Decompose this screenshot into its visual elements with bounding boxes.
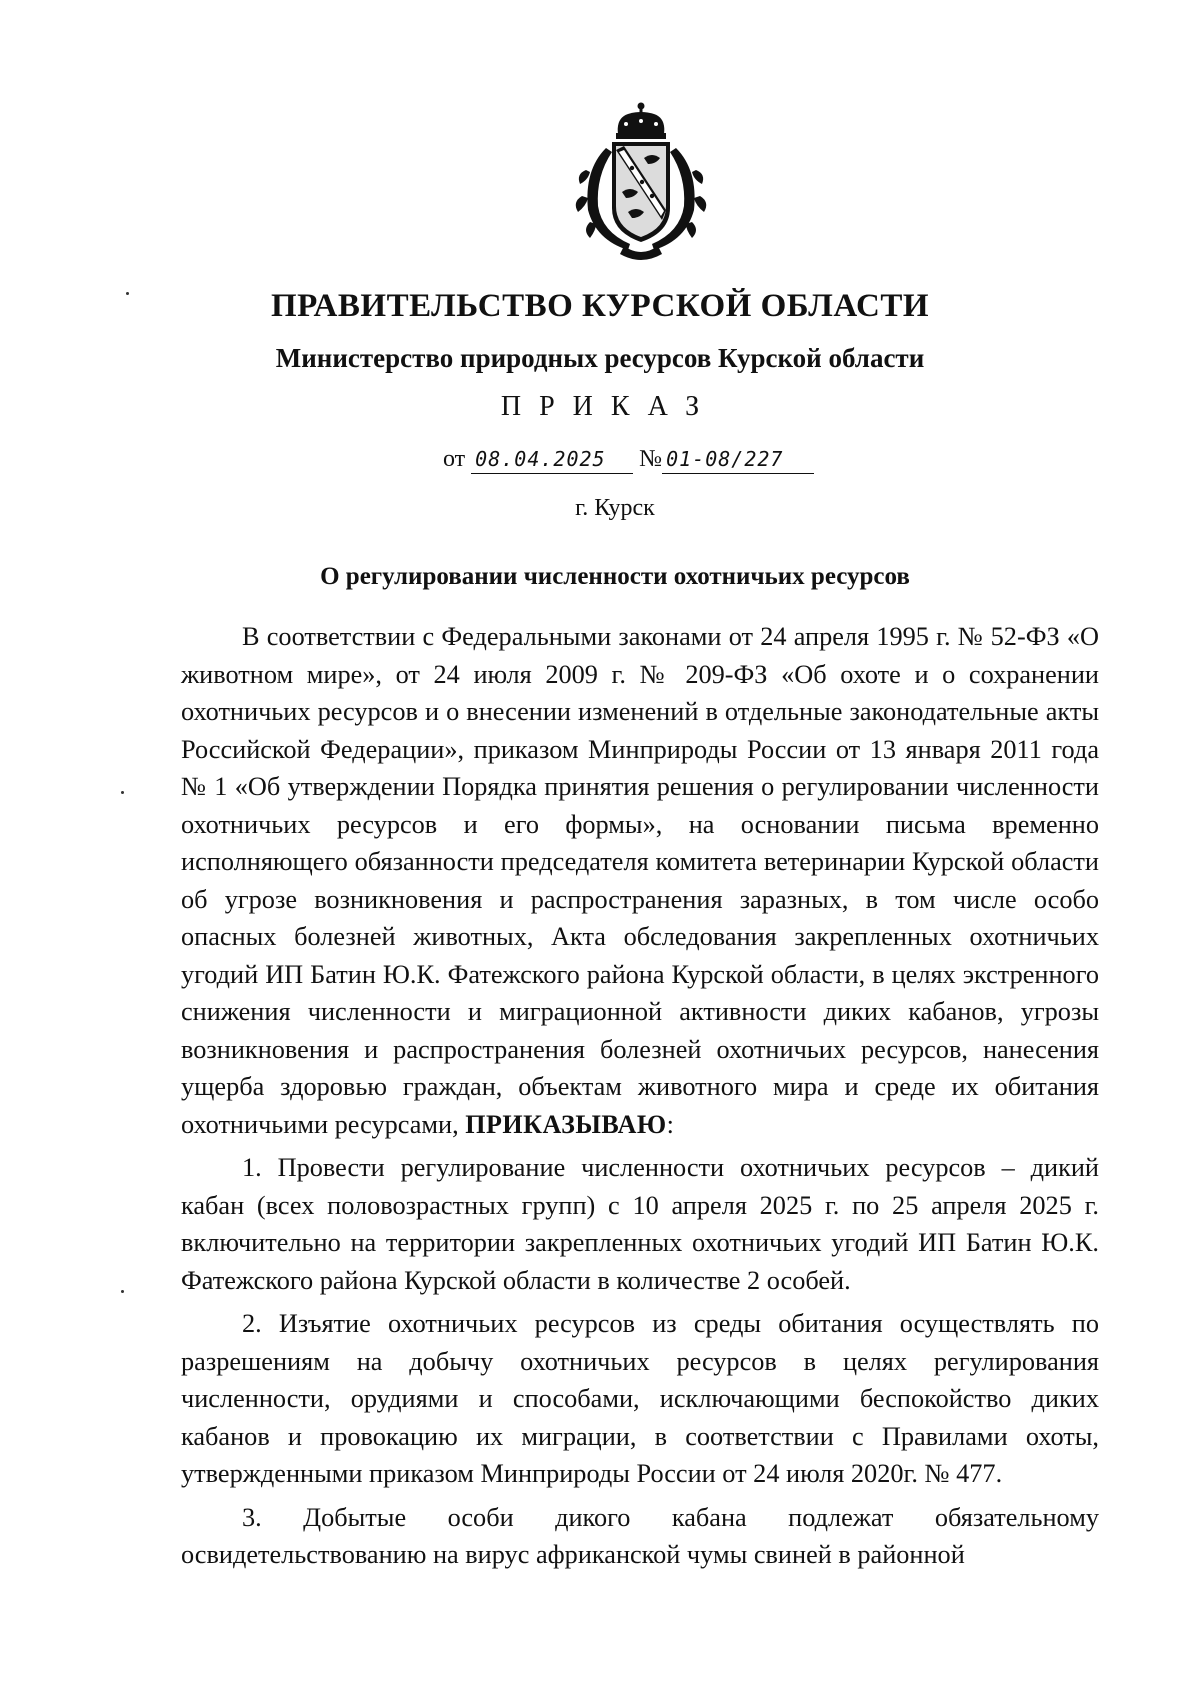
coat-of-arms-icon bbox=[566, 100, 716, 260]
city: г. Курск bbox=[575, 495, 655, 521]
document-body bbox=[181, 618, 1099, 1574]
date-prefix: от bbox=[443, 446, 466, 472]
government-title: ПРАВИТЕЛЬСТВО КУРСКОЙ ОБЛАСТИ bbox=[270, 288, 930, 324]
scan-speck bbox=[126, 292, 129, 295]
order-colon: : bbox=[666, 1109, 674, 1139]
order-item-2: 2. Изъятие охотничьих ресурсов из среды обитания осуществлять по разрешениям на добычу охотничьих ресурсов в целях регулирования численности, орудиями и способами, исключающими беспокойство диких кабанов и провокацию их миграции, в соответствии с Правилами охоты, утвержденными приказом Минприроды России от 24 июля 2020г. № 477. bbox=[181, 1309, 1099, 1488]
scan-speck bbox=[121, 791, 124, 794]
document-type: ПРИКАЗ bbox=[500, 391, 718, 422]
number-prefix: № bbox=[639, 446, 663, 472]
document-subject: О регулировании численности охотничьих ресурсов bbox=[320, 563, 910, 590]
order-item-3: 3. Добытые особи дикого кабана подлежат обязательному освидетельствованию на вирус африканской чумы свиней в районной bbox=[181, 1502, 1099, 1569]
date-number-line bbox=[443, 446, 814, 474]
order-item-1: 1. Провести регулирование численности охотничьих ресурсов – дикий кабан (всех половозрастных групп) с 10 апреля 2025 г. по 25 апреля 2025 г. включительно на территории закрепленных охотничьих угодий ИП Батин Ю.К. Фатежского района Курской области в количестве 2 особей. bbox=[181, 1153, 1099, 1295]
preamble-paragraph bbox=[181, 618, 1099, 1143]
preamble-text: В соответствии с Федеральными законами от 24 апреля 1995 г. № 52-ФЗ «О животном мире», от 24 июля 2009 г. № 209-ФЗ «Об охоте и о сохранении охотничьих ресурсов и о внесении изменений в отдельные законодательные акты Российской Федерации», приказом Минприроды России от 13 января 2011 года № 1 «Об утверждении Порядка принятия решения о регулировании численности охотничьих ресурсов и его формы», на основании письма временно исполняющего обязанности председателя комитета ветеринарии Курской области об угрозе возникновения и распространения заразных, в том числе особо опасных болезней животных, Акта обследования закрепленных охотничьих угодий ИП Батин Ю.К. Фатежского района Курской области, в целях экстренного снижения численности и миграционной активности диких кабанов, угрозы возникновения и распространения болезней охотничьих ресурсов, нанесения ущерба здоровью граждан, объектам животного мира и среде их обитания охотничьими ресурсами, bbox=[181, 622, 1099, 1139]
scan-speck bbox=[121, 1290, 124, 1293]
ministry-name: Министерство природных ресурсов Курской области bbox=[275, 343, 925, 373]
handwritten-number: 01-08/227 bbox=[662, 447, 814, 474]
handwritten-date: 08.04.2025 bbox=[471, 447, 633, 474]
order-word: ПРИКАЗЫВАЮ bbox=[465, 1109, 667, 1139]
